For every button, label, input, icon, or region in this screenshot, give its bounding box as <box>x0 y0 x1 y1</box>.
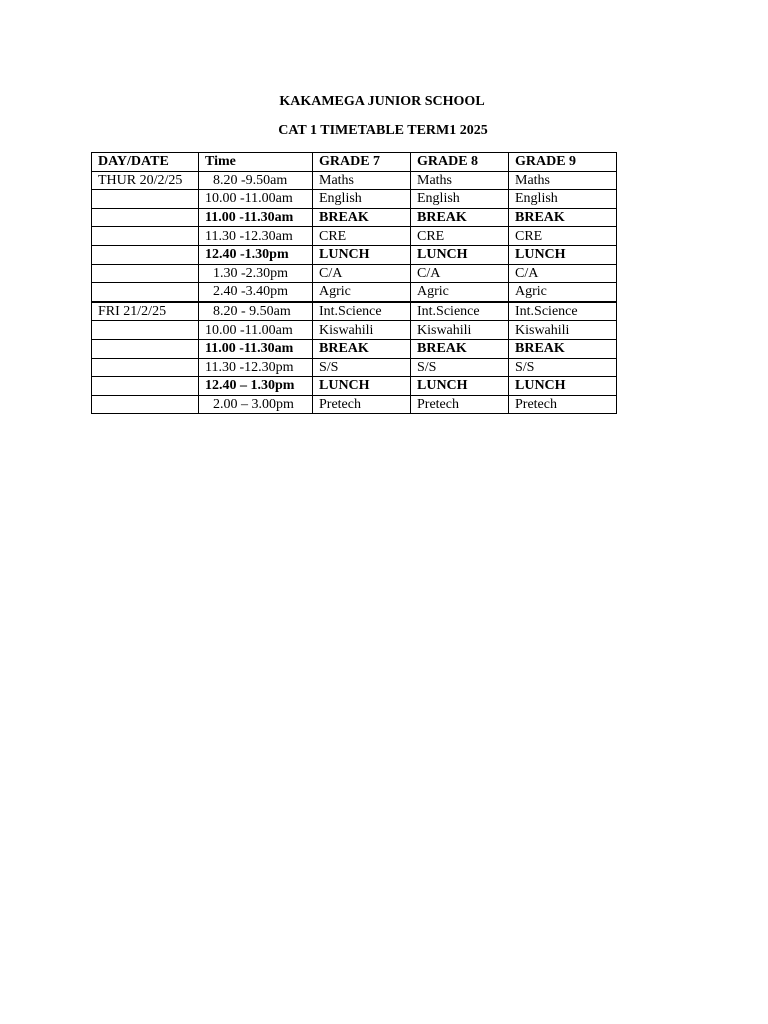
table-row <box>92 283 617 302</box>
table-row <box>92 377 617 396</box>
grade-7-cell: BREAK <box>313 208 411 227</box>
table-row <box>92 302 617 321</box>
grade-7-cell: BREAK <box>313 339 411 358</box>
grade-8-cell: Pretech <box>411 395 509 414</box>
timetable-table <box>91 152 617 414</box>
day-cell <box>92 283 199 302</box>
col-header-time: Time <box>199 153 313 172</box>
grade-9-cell: Pretech <box>509 395 617 414</box>
grade-9-cell: Agric <box>509 283 617 302</box>
grade-8-cell: English <box>411 190 509 209</box>
day-cell <box>92 245 199 264</box>
header-row <box>92 153 617 172</box>
day-cell <box>92 377 199 396</box>
time-cell: 11.00 -11.30am <box>199 208 313 227</box>
time-cell: 11.30 -12.30pm <box>199 358 313 377</box>
table-row <box>92 190 617 209</box>
grade-7-cell: Agric <box>313 283 411 302</box>
time-cell: 10.00 -11.00am <box>199 321 313 340</box>
grade-8-cell: S/S <box>411 358 509 377</box>
grade-9-cell: BREAK <box>509 339 617 358</box>
school-name: KAKAMEGA JUNIOR SCHOOL <box>279 94 485 109</box>
table-row <box>92 208 617 227</box>
day-cell <box>92 264 199 283</box>
table-row <box>92 264 617 283</box>
day-cell <box>92 321 199 340</box>
day-cell <box>92 339 199 358</box>
table-row <box>92 339 617 358</box>
grade-8-cell: Maths <box>411 171 509 190</box>
grade-8-cell: C/A <box>411 264 509 283</box>
time-cell: 11.00 -11.30am <box>199 339 313 358</box>
day-cell <box>92 358 199 377</box>
time-cell: 1.30 -2.30pm <box>199 264 313 283</box>
timetable-title: CAT 1 TIMETABLE TERM1 2025 <box>278 123 488 138</box>
grade-7-cell: LUNCH <box>313 245 411 264</box>
grade-7-cell: LUNCH <box>313 377 411 396</box>
grade-8-cell: LUNCH <box>411 377 509 396</box>
grade-9-cell: C/A <box>509 264 617 283</box>
day-cell <box>92 190 199 209</box>
grade-8-cell: LUNCH <box>411 245 509 264</box>
table-row <box>92 245 617 264</box>
table-row <box>92 395 617 414</box>
grade-8-cell: BREAK <box>411 339 509 358</box>
grade-9-cell: S/S <box>509 358 617 377</box>
grade-7-cell: Pretech <box>313 395 411 414</box>
day-cell: FRI 21/2/25 <box>92 302 199 321</box>
col-header-day-date: DAY/DATE <box>92 153 199 172</box>
grade-7-cell: Kiswahili <box>313 321 411 340</box>
time-cell: 10.00 -11.00am <box>199 190 313 209</box>
grade-9-cell: English <box>509 190 617 209</box>
grade-8-cell: Kiswahili <box>411 321 509 340</box>
day-cell <box>92 227 199 246</box>
day-cell <box>92 208 199 227</box>
day-cell: THUR 20/2/25 <box>92 171 199 190</box>
grade-9-cell: Int.Science <box>509 302 617 321</box>
grade-7-cell: C/A <box>313 264 411 283</box>
grade-9-cell: Maths <box>509 171 617 190</box>
grade-8-cell: Int.Science <box>411 302 509 321</box>
col-header-grade-9: GRADE 9 <box>509 153 617 172</box>
day-cell <box>92 395 199 414</box>
grade-7-cell: Int.Science <box>313 302 411 321</box>
grade-7-cell: S/S <box>313 358 411 377</box>
table-row <box>92 227 617 246</box>
time-cell: 8.20 - 9.50am <box>199 302 313 321</box>
time-cell: 12.40 -1.30pm <box>199 245 313 264</box>
time-cell: 11.30 -12.30am <box>199 227 313 246</box>
time-cell: 2.40 -3.40pm <box>199 283 313 302</box>
grade-8-cell: BREAK <box>411 208 509 227</box>
table-row <box>92 321 617 340</box>
time-cell: 2.00 – 3.00pm <box>199 395 313 414</box>
table-row <box>92 358 617 377</box>
grade-9-cell: CRE <box>509 227 617 246</box>
grade-8-cell: Agric <box>411 283 509 302</box>
grade-9-cell: LUNCH <box>509 245 617 264</box>
grade-9-cell: BREAK <box>509 208 617 227</box>
grade-7-cell: Maths <box>313 171 411 190</box>
time-cell: 12.40 – 1.30pm <box>199 377 313 396</box>
grade-7-cell: English <box>313 190 411 209</box>
grade-9-cell: LUNCH <box>509 377 617 396</box>
col-header-grade-8: GRADE 8 <box>411 153 509 172</box>
grade-9-cell: Kiswahili <box>509 321 617 340</box>
col-header-grade-7: GRADE 7 <box>313 153 411 172</box>
grade-7-cell: CRE <box>313 227 411 246</box>
time-cell: 8.20 -9.50am <box>199 171 313 190</box>
grade-8-cell: CRE <box>411 227 509 246</box>
table-row <box>92 171 617 190</box>
